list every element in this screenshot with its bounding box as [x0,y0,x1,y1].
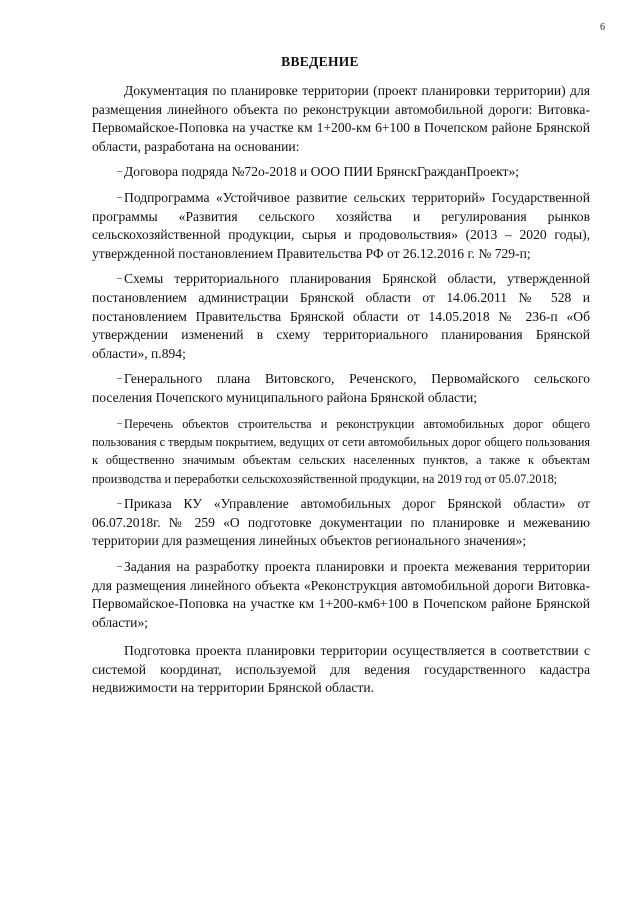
bullet-dash: – [117,273,122,285]
list-item-text: Перечень объектов строительства и реконструкции автомобильных дорог общего пользования с твердым покрытием, ведущих от сети автомобильных дорог общего пользования к общественно значимым объектам сельских населенных пунктов, а также к объектам производства и переработки сельскохозяйственной продукции, на 2019 год от 05.07.2018; [92,416,590,486]
bullet-dash: – [117,498,122,510]
bullet-dash: – [117,560,122,572]
bullet-dash: – [117,191,122,203]
list-item [92,415,590,489]
section-title: ВВЕДЕНИЕ [281,54,359,69]
list-item [92,495,590,551]
page-number: 6 [600,22,605,33]
list-item-text: Задания на разработку проекта планировки и проекта межевания территории для размещения линейного объекта «Реконструкция автомобильной дороги Витовка-Первомайское-Поповка на участке км 1+200-км6+100 в Почепском районе Брянской области»; [92,558,590,630]
list-item-text: Договора подряда №72о-2018 и ООО ПИИ БрянскГражданПроект»; [124,164,520,180]
list-item [92,189,590,263]
intro-paragraph: Документация по планировке территории (проект планировки территории) для размещения линейного объекта по реконструкции автомобильной дороги: Витовка-Первомайское-Поповка на участке км 1+200-км 6+100 в Почепском районе Брянской области, разработана на основании: [92,83,590,154]
list-item-text: Схемы территориального планирования Брянской области, утвержденной постановлением администрации Брянской области от 14.06.2011 № 528 и постановлением Правительства Брянской области от 14.05.2018 № 236-п «Об утверждении изменений в схему территориального планирования Брянской области», п.894; [92,271,590,361]
closing-paragraph: Подготовка проекта планировки территории осуществляется в соответствии с системой координат, используемой для ведения государственного кадастра недвижимости на территории Брянской области. [92,643,590,696]
list-item [92,370,590,407]
list-item-text: Подпрограмма «Устойчивое развитие сельских территорий» Государственной программы «Развития сельского хозяйства и регулирования рынков сельскохозяйственной продукции, сырья и продовольствия» (2013 – 2020 годы), утвержденной постановлением Правительства РФ от 26.12.2016 г. № 729-п; [92,189,590,261]
list-item-text: Генерального плана Витовского, Реченского, Первомайского сельского поселения Почепского муниципального района Брянской области; [92,371,590,405]
list-item [92,558,590,632]
list-item [92,163,590,182]
document-body [92,82,590,705]
bullet-dash: – [117,166,122,178]
list-item [92,270,590,363]
bullet-dash: – [117,417,122,429]
list-item-text: Приказа КУ «Управление автомобильных дорог Брянской области» от 06.07.2018г. № 259 «О подготовке документации по планировке и межеванию территории для размещения линейных объектов регионального значения»; [92,496,590,549]
bullet-dash: – [117,373,122,385]
